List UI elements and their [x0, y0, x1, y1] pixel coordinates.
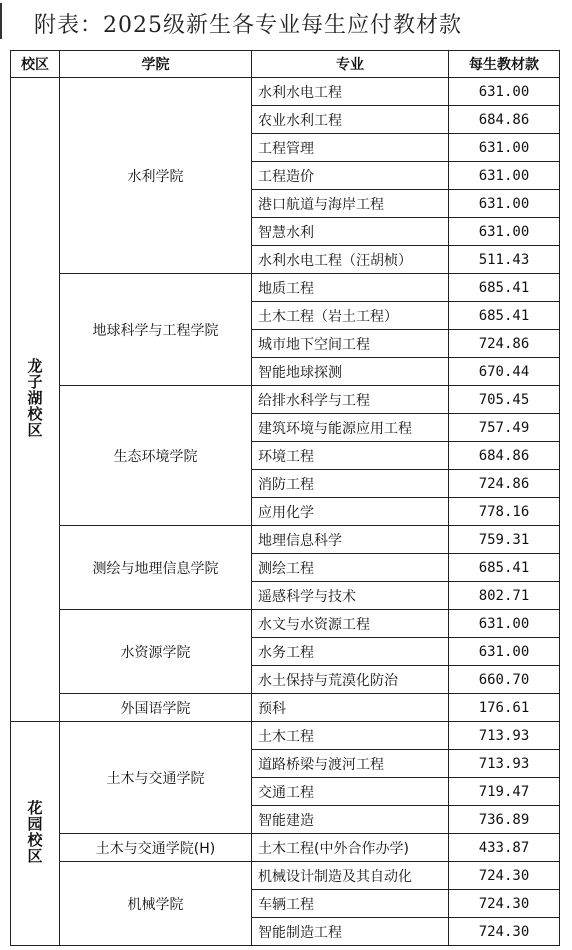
fee-cell: 685.41: [449, 302, 560, 330]
major-cell: 港口航道与海岸工程: [252, 190, 449, 218]
college-cell: 外国语学院: [60, 694, 252, 722]
fee-cell: 705.45: [449, 386, 560, 414]
fee-cell: 724.30: [449, 862, 560, 890]
major-cell: 应用化学: [252, 498, 449, 526]
campus-name: 花园校区: [25, 799, 44, 864]
left-edge-divider: [0, 3, 2, 39]
fee-cell: 724.30: [449, 918, 560, 946]
fee-cell: 724.30: [449, 890, 560, 918]
major-cell: 农业水利工程: [252, 106, 449, 134]
major-cell: 遥感科学与技术: [252, 582, 449, 610]
fee-cell: 778.16: [449, 498, 560, 526]
major-cell: 地质工程: [252, 274, 449, 302]
title-bar: [0, 0, 572, 44]
header-campus: 校区: [11, 51, 60, 78]
major-cell: 交通工程: [252, 778, 449, 806]
fee-cell: 660.70: [449, 666, 560, 694]
fee-cell: 670.44: [449, 358, 560, 386]
major-cell: 环境工程: [252, 442, 449, 470]
fee-cell: 719.47: [449, 778, 560, 806]
table-row: [11, 610, 560, 638]
college-cell: 机械学院: [60, 862, 252, 946]
table-row: [11, 386, 560, 414]
fee-cell: 757.49: [449, 414, 560, 442]
fee-cell: 433.87: [449, 834, 560, 862]
college-cell: 生态环境学院: [60, 386, 252, 526]
fee-cell: 684.86: [449, 106, 560, 134]
fee-cell: 759.31: [449, 526, 560, 554]
fee-cell: 631.00: [449, 610, 560, 638]
table-body: [11, 78, 560, 946]
table-row: [11, 694, 560, 722]
header-major: 专业: [252, 51, 449, 78]
major-cell: 机械设计制造及其自动化: [252, 862, 449, 890]
major-cell: 土木工程: [252, 722, 449, 750]
college-cell: 水利学院: [60, 78, 252, 274]
major-cell: 给排水科学与工程: [252, 386, 449, 414]
fee-cell: 631.00: [449, 78, 560, 106]
major-cell: 城市地下空间工程: [252, 330, 449, 358]
fee-cell: 713.93: [449, 750, 560, 778]
major-cell: 土木工程(中外合作办学): [252, 834, 449, 862]
major-cell: 测绘工程: [252, 554, 449, 582]
header-row: [11, 51, 560, 78]
college-cell: 地球科学与工程学院: [60, 274, 252, 386]
fee-cell: 631.00: [449, 134, 560, 162]
table-row: [11, 722, 560, 750]
fee-cell: 631.00: [449, 218, 560, 246]
table-row: [11, 526, 560, 554]
major-cell: 水文与水资源工程: [252, 610, 449, 638]
header-college: 学院: [60, 51, 252, 78]
college-cell: 土木与交通学院(H): [60, 834, 252, 862]
fee-cell: 631.00: [449, 162, 560, 190]
fee-cell: 176.61: [449, 694, 560, 722]
fee-cell: 685.41: [449, 274, 560, 302]
college-cell: 土木与交通学院: [60, 722, 252, 834]
header-fee: 每生教材款: [449, 51, 560, 78]
fee-cell: 724.86: [449, 470, 560, 498]
fee-cell: 685.41: [449, 554, 560, 582]
table-header: [11, 51, 560, 78]
textbook-fee-table: [10, 50, 560, 946]
table-row: [11, 834, 560, 862]
fee-cell: 802.71: [449, 582, 560, 610]
fee-cell: 736.89: [449, 806, 560, 834]
major-cell: 智慧水利: [252, 218, 449, 246]
fee-cell: 724.86: [449, 330, 560, 358]
fee-cell: 684.86: [449, 442, 560, 470]
college-cell: 水资源学院: [60, 610, 252, 694]
major-cell: 车辆工程: [252, 890, 449, 918]
major-cell: 水土保持与荒漠化防治: [252, 666, 449, 694]
major-cell: 水利水电工程（汪胡桢）: [252, 246, 449, 274]
campus-cell: [11, 78, 60, 722]
fee-cell: 631.00: [449, 638, 560, 666]
major-cell: 预科: [252, 694, 449, 722]
major-cell: 水务工程: [252, 638, 449, 666]
major-cell: 工程造价: [252, 162, 449, 190]
fee-cell: 713.93: [449, 722, 560, 750]
campus-name: 龙子湖校区: [25, 357, 44, 438]
campus-cell: [11, 722, 60, 946]
major-cell: 水利水电工程: [252, 78, 449, 106]
major-cell: 智能建造: [252, 806, 449, 834]
major-cell: 地理信息科学: [252, 526, 449, 554]
table-row: [11, 862, 560, 890]
major-cell: 土木工程（岩土工程）: [252, 302, 449, 330]
major-cell: 消防工程: [252, 470, 449, 498]
fee-cell: 511.43: [449, 246, 560, 274]
major-cell: 建筑环境与能源应用工程: [252, 414, 449, 442]
page-title: 附表：2025级新生各专业每生应付教材款: [34, 13, 462, 38]
table-row: [11, 274, 560, 302]
table-row: [11, 78, 560, 106]
major-cell: 工程管理: [252, 134, 449, 162]
fee-cell: 631.00: [449, 190, 560, 218]
college-cell: 测绘与地理信息学院: [60, 526, 252, 610]
major-cell: 智能地球探测: [252, 358, 449, 386]
major-cell: 智能制造工程: [252, 918, 449, 946]
major-cell: 道路桥梁与渡河工程: [252, 750, 449, 778]
